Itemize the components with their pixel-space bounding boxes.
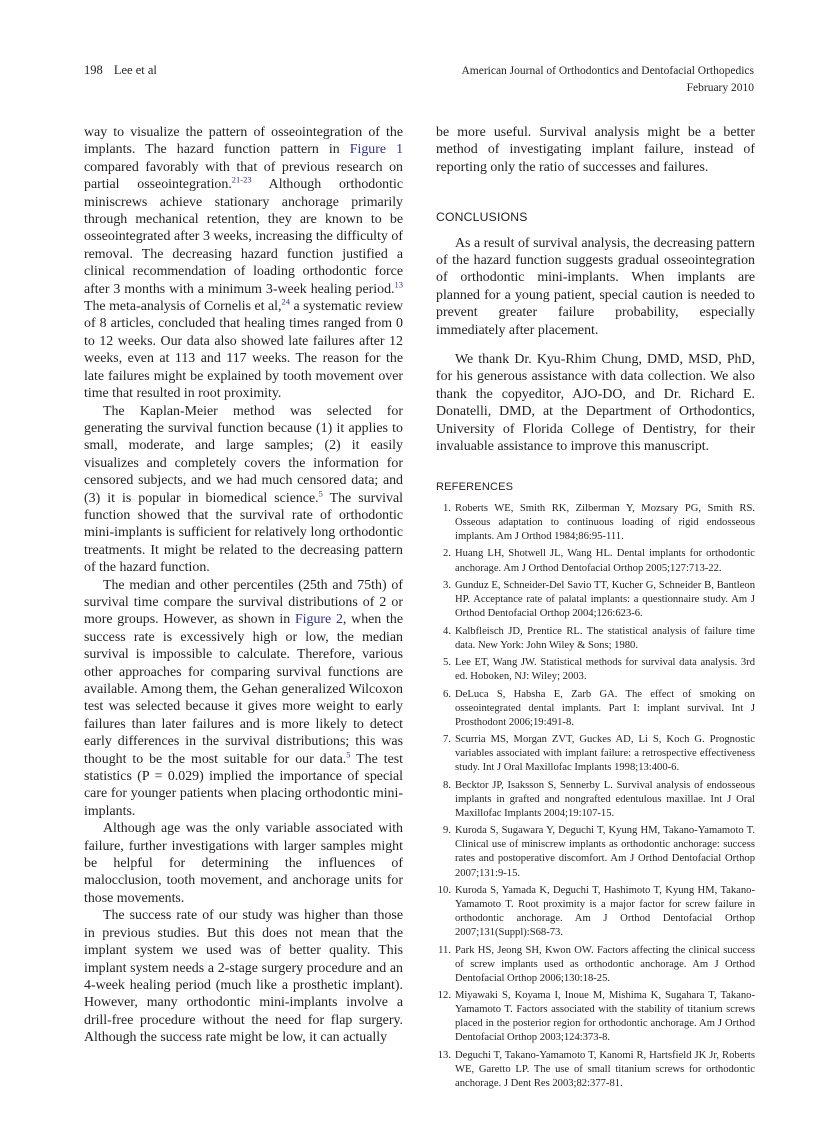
reference-number: 3.	[443, 579, 451, 591]
paragraph-continuation: be more useful. Survival analysis might be a better method of investigating implant failure, instead of reporting only the ratio of successes and failures.	[436, 125, 755, 175]
citation-24[interactable]: 24	[281, 296, 290, 307]
paragraph-success-rate: The success rate of our study was higher than those in previous studies. But this does not mean that the implant system we used was of better quality. This implant system needs a 2-stage surgery procedure and an 4-week healing period (much like a prosthetic implant). However, many orthodontic mini-implants involve a drill-free procedure without the need for flap surgery. Although the success rate might be low, it can actually	[84, 908, 403, 1046]
issue-date: February 2010	[686, 82, 754, 94]
page-number: 198	[84, 63, 103, 77]
conclusions-text: As a result of survival analysis, the decreasing pattern of the hazard function suggests gradual osseointegration of orthodontic mini-implants. When implants are planned for a young patient, special caution is needed to prevent greater failure probability, especially immediately after placement.	[436, 235, 755, 338]
right-column	[436, 124, 755, 1094]
reference-text: Huang LH, Shotwell JL, Wang HL. Dental implants for orthodontic anchorage. Am J Orthod Dentofacial Orthop 2005;127:713-22.	[455, 548, 755, 574]
text-run: way to visualize the pattern of osseointegration of the implants. The hazard function pattern in	[84, 125, 403, 158]
running-header-left	[84, 63, 157, 78]
references-heading: REFERENCES	[436, 480, 514, 493]
reference-list	[436, 502, 755, 1091]
journal-title: American Journal of Orthodontics and Dentofacial Orthopedics	[461, 65, 754, 77]
reference-text: Park HS, Jeong SH, Kwon OW. Factors affecting the clinical success of screw implants used as orthodontic anchorage. Am J Orthod Dentofacial Orthop 2006;130:18-25.	[455, 944, 755, 984]
reference-item	[436, 502, 755, 544]
reference-text: Lee ET, Wang JW. Statistical methods for survival data analysis. 3rd ed. Hoboken, NJ: Wiley; 2003.	[455, 657, 755, 683]
reference-item	[436, 779, 755, 821]
reference-number: 2.	[443, 548, 451, 560]
text-run: The survival function showed that the survival rate of orthodontic mini-implants is sufficient for relatively long orthodontic treatments. It might be related to the decreasing pattern of the hazard function.	[84, 490, 403, 576]
text-run: compared favorably with that of previous research on partial osseointegration.	[84, 159, 403, 193]
reference-text: Becktor JP, Isaksson S, Sennerby L. Survival analysis of endosseous implants in grafted and nongrafted edentulous maxillae. Int J Oral Maxillofac Implants 2004;19:107-15.	[455, 779, 755, 819]
reference-number: 13.	[437, 1049, 451, 1061]
reference-text: DeLuca S, Habsha E, Zarb GA. The effect of smoking on osseointegrated dental implants. Part I: implant survival. Int J Prosthodont 2006;19:491-8.	[455, 688, 755, 728]
reference-number: 9.	[443, 825, 451, 837]
citation-21-23[interactable]: 21-23	[231, 174, 252, 185]
author-line: Lee et al	[113, 63, 157, 77]
text-run: a systematic review of 8 articles, concluded that healing times ranged from 0 to 12 weeks. Our data also showed late failures after 12 weeks, even at 113 and 117 weeks. The reason for the late failures might be explained by tooth movement over time that resulted in root proximity.	[84, 299, 404, 402]
reference-item	[436, 1049, 755, 1091]
reference-item	[436, 944, 755, 986]
acknowledgment-text: We thank Dr. Kyu-Rhim Chung, DMD, MSD, PhD, for his generous assistance with data collection. We also thank the copyeditor, AJO-DO, and Dr. Richard E. Donatelli, DMD, at the Department of Orthodontics, University of Florida College of Dentistry, for their invaluable assistance to improve this manuscript.	[436, 352, 755, 455]
left-column	[84, 124, 403, 1047]
reference-number: 6.	[443, 688, 451, 700]
reference-text: Kuroda S, Yamada K, Deguchi T, Hashimoto T, Kyung HM, Takano-Yamamoto T. Root proximity is a major factor for screw failure in orthodontic anchorage. Am J Orthod Dentofacial Orthop 2007;131(Suppl):S68-73.	[455, 884, 755, 939]
reference-item	[436, 733, 755, 775]
reference-number: 7.	[443, 734, 451, 746]
reference-text: Scurria MS, Morgan ZVT, Guckes AD, Li S, Koch G. Prognostic variables associated with implant failure: a retrospective effectiveness study. Int J Oral Maxillofac Implants 1998;13:400-6.	[455, 734, 755, 774]
citation-5[interactable]: 5	[346, 749, 351, 759]
reference-item	[436, 989, 755, 1045]
paragraph-median-percentiles	[84, 577, 403, 821]
paragraph-osseointegration	[84, 124, 403, 403]
reference-item	[436, 688, 755, 730]
reference-item	[436, 656, 755, 684]
reference-number: 10.	[437, 884, 451, 896]
reference-item	[436, 579, 755, 621]
text-run: Although orthodontic miniscrews achieve stationary anchorage primarily through mechanical retention, they are known to be osseointegrated after 3 weeks, increasing the difficulty of removal. The decreasing hazard function justified a clinical recommendation of loading orthodontic force after 3 months with a minimum 3-week healing period.	[84, 177, 403, 297]
reference-number: 5.	[443, 657, 451, 669]
paragraph-age-variable: Although age was the only variable associated with failure, further investigations with larger samples might be helpful for determining the influences of malocclusion, tooth movement, and anchorage units for those movements.	[84, 821, 403, 906]
text-run: The meta-analysis of Cornelis et al,	[84, 299, 282, 315]
citation-5[interactable]: 5	[318, 487, 323, 498]
figure-2-link[interactable]: Figure 2	[294, 612, 343, 628]
reference-text: Roberts WE, Smith RK, Zilberman Y, Mozsary PG, Smith RS. Osseous adaptation to continuous loading of rigid endosseous implants. Am J Orthod 1984;86:95-111.	[455, 502, 755, 543]
reference-number: 1.	[443, 502, 451, 514]
figure-1-link[interactable]: Figure 1	[349, 142, 404, 158]
reference-item	[436, 884, 755, 940]
running-header-right	[461, 63, 754, 97]
reference-text: Deguchi T, Takano-Yamamoto T, Kanomi R, Hartsfield JK Jr, Roberts WE, Garetto LP. The use of small titanium screws for orthodontic anchorage. J Dent Res 2003;82:377-81.	[455, 1049, 755, 1090]
reference-text: Kalbfleisch JD, Prentice RL. The statistical analysis of failure time data. New York: John Wiley & Sons; 1980.	[455, 625, 755, 651]
reference-number: 4.	[443, 625, 451, 637]
reference-text: Kuroda S, Sugawara Y, Deguchi T, Kyung HM, Takano-Yamamoto T. Clinical use of miniscrew implants as orthodontic anchorage: success rates and postoperative discomfort. Am J Orthod Dentofacial Orthop 2007;131:9-15.	[455, 825, 755, 879]
text-run: The test statistics (P = 0.029) implied the importance of special care for younger patients when placing orthodontic mini-implants.	[84, 751, 403, 819]
reference-text: Miyawaki S, Koyama I, Inoue M, Mishima K, Sugahara T, Takano-Yamamoto T. Factors associated with the stability of titanium screws placed in the posterior region for orthodontic anchorage. Am J Orthod Dentofacial Orthop 2003;124:373-8.	[455, 990, 755, 1044]
paragraph-kaplan-meier	[84, 403, 403, 577]
reference-number: 8.	[443, 779, 451, 791]
reference-number: 11.	[438, 944, 451, 956]
reference-text: Gunduz E, Schneider-Del Savio TT, Kucher G, Schneider B, Bantleon HP. Acceptance rate of palatal implants: a questionnaire study. Am J Orthod Dentofacial Orthop 2004;126:623-6.	[455, 579, 755, 620]
reference-item	[436, 824, 755, 880]
text-run: , when the success rate is excessively high or low, the median survival is impossible to calculate. Therefore, various other approaches for comparing survival functions are available. Among them, the Gehan generalized Wilcoxon test was selected because it gives more weight to early failures than later failures and is more likely to detect early differences in the survival distributions; this was thought to be the most suitable for our data.	[84, 612, 403, 767]
text-run: The Kaplan-Meier method was selected for generating the survival function because (1) it applies to small, moderate, and large samples; (2) it easily visualizes and completely covers the information for censored subjects, and we had much censored data; and (3) it is popular in biomedical science.	[84, 403, 403, 506]
reference-item	[436, 547, 755, 575]
citation-13[interactable]: 13	[394, 279, 403, 290]
text-run: The median and other percentiles (25th and 75th) of survival time compare the survival distributions of 2 or more groups. However, as shown in	[84, 577, 403, 628]
conclusions-heading: CONCLUSIONS	[436, 210, 528, 225]
reference-number: 12.	[437, 990, 451, 1002]
reference-item	[436, 625, 755, 653]
